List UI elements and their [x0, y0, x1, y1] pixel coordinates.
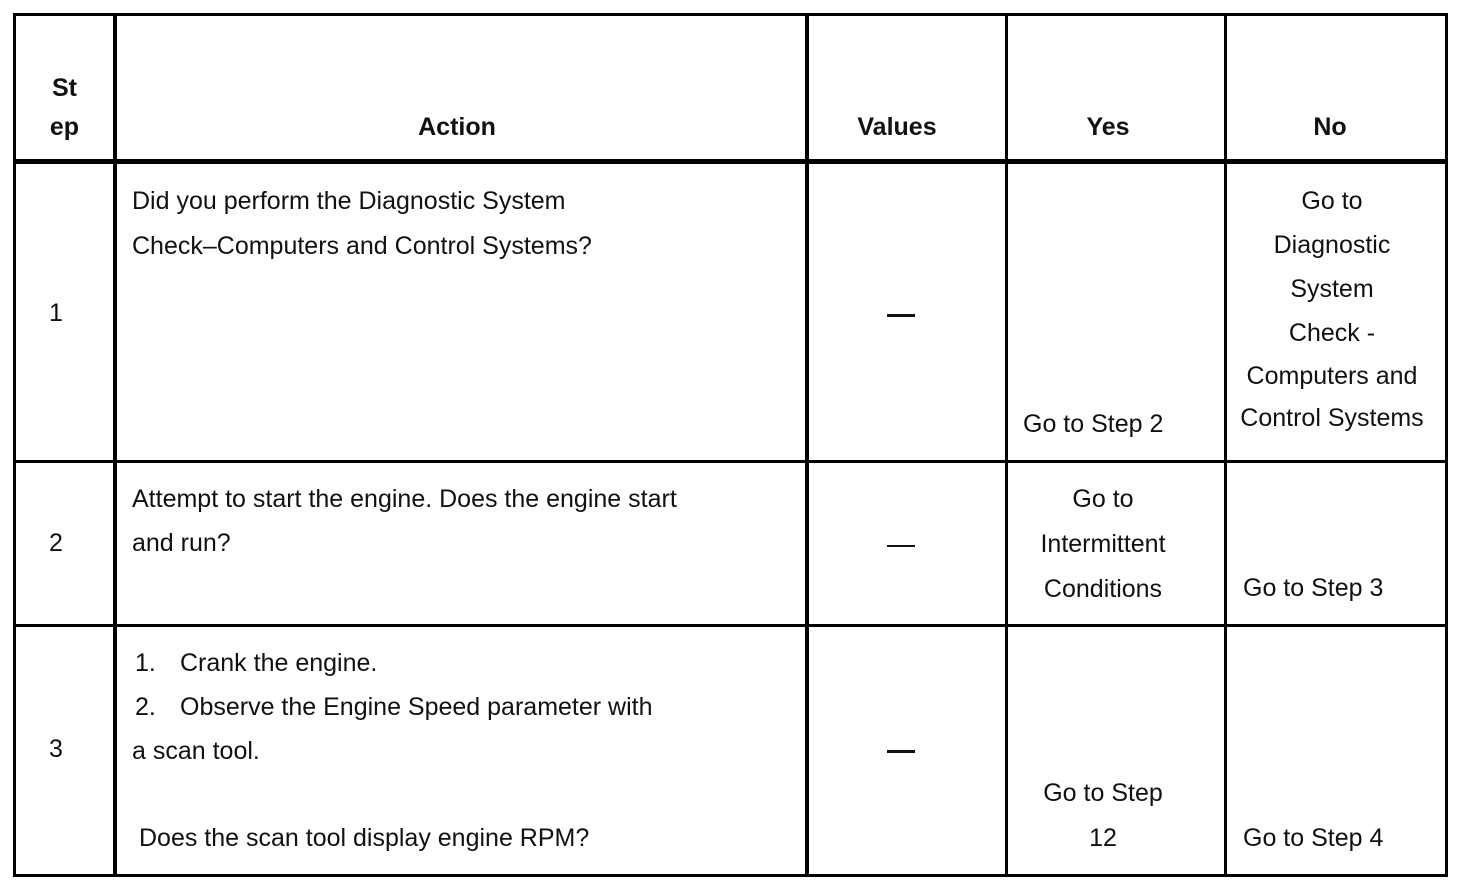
- diagnostic-table: [13, 13, 1448, 877]
- header-yes: Yes: [1086, 113, 1130, 141]
- row-divider: [13, 460, 1448, 463]
- action-text: Did you perform the Diagnostic System: [132, 187, 566, 215]
- yes-result: [1008, 477, 1198, 612]
- yes-result-line: Go to: [1072, 485, 1134, 513]
- yes-result-line: Go to Step: [1043, 779, 1163, 807]
- header-no: No: [1313, 113, 1347, 141]
- step-number: 1: [49, 299, 63, 327]
- no-result-line: System: [1290, 275, 1374, 303]
- no-result-line: Computers and: [1246, 362, 1418, 390]
- no-result-line: Control Systems: [1240, 404, 1424, 432]
- table-border-right: [1445, 13, 1448, 877]
- no-result-line: Check -: [1288, 319, 1376, 347]
- header-step-line: ep: [49, 113, 80, 141]
- value-dash: [887, 314, 915, 317]
- action-list-number: 1.: [135, 649, 156, 677]
- no-result: Go to Step 4: [1243, 824, 1384, 852]
- yes-result-line: Conditions: [1043, 575, 1163, 603]
- action-list-number: 2.: [135, 693, 156, 721]
- no-result: [1227, 179, 1437, 439]
- action-list-text: Observe the Engine Speed parameter with: [180, 693, 653, 721]
- table-border-top: [13, 13, 1448, 16]
- header-action: Action: [418, 113, 496, 141]
- value-dash: [887, 545, 915, 547]
- no-result-line: Go to: [1301, 187, 1363, 215]
- action-question: Does the scan tool display engine RPM?: [139, 824, 590, 852]
- yes-result: [1008, 771, 1198, 861]
- value-dash: [887, 750, 915, 753]
- row-divider: [13, 624, 1448, 627]
- action-list-text: Crank the engine.: [180, 649, 378, 677]
- header-divider: [13, 159, 1448, 164]
- action-text: Check–Computers and Control Systems?: [132, 232, 592, 260]
- no-result-line: Diagnostic: [1273, 231, 1391, 259]
- yes-result: Go to Step 2: [1023, 410, 1164, 438]
- step-number: 2: [49, 529, 63, 557]
- step-number: 3: [49, 735, 63, 763]
- yes-result-line: Intermittent: [1040, 530, 1166, 558]
- action-text: a scan tool.: [132, 737, 260, 765]
- header-step-line: St: [52, 74, 77, 102]
- header-values: Values: [857, 113, 937, 141]
- table-border-bottom: [13, 874, 1448, 877]
- no-result: Go to Step 3: [1243, 574, 1384, 602]
- action-text: Attempt to start the engine. Does the engine start: [132, 485, 677, 513]
- header-step: [16, 69, 113, 147]
- yes-result-line: 12: [1089, 824, 1117, 852]
- action-text: and run?: [132, 529, 231, 557]
